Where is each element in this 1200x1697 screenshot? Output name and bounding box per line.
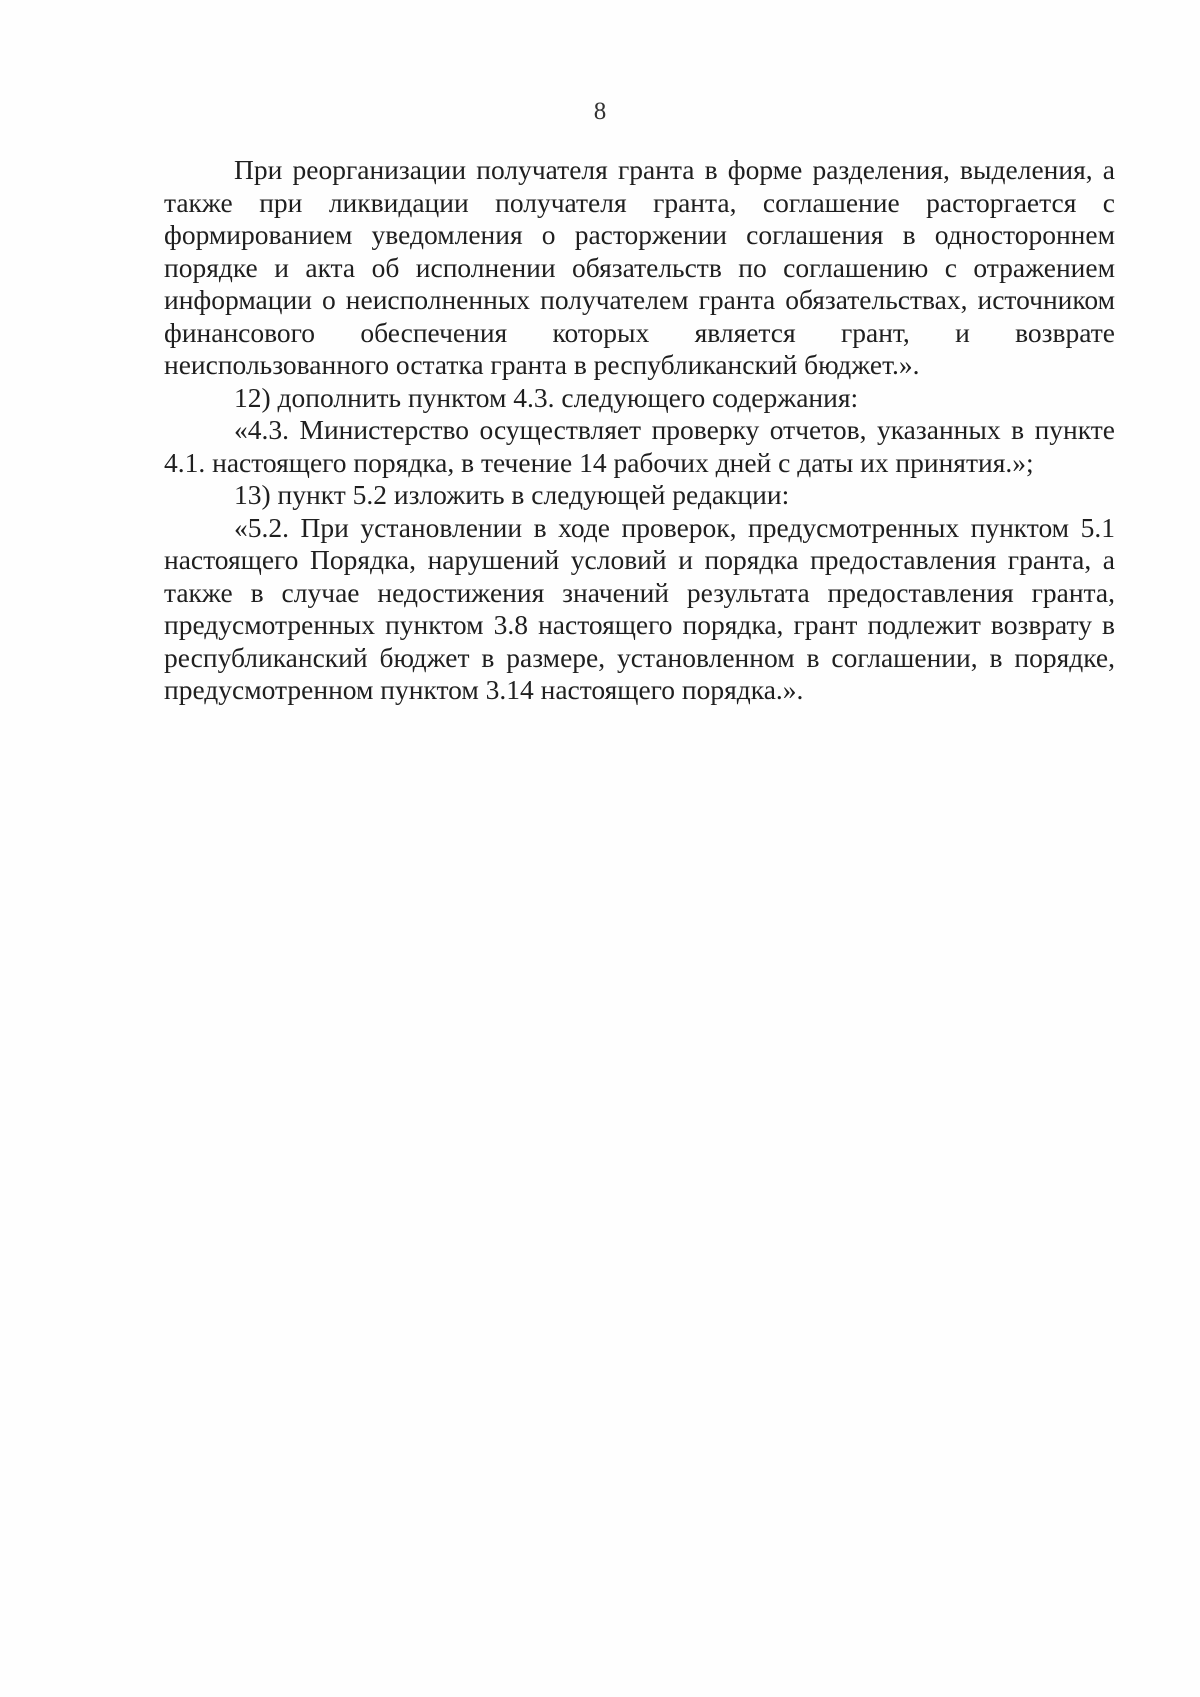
page-number: 8: [593, 98, 607, 125]
paragraph-clause-5-2: «5.2. При установлении в ходе проверок, предусмотренных пунктом 5.1 настоящего Порядка, нарушений условий и порядка предоставления гранта, а также в случае недостижения значений результата предоставления гранта, предусмотренных пунктом 3.8 настоящего порядка, грант подлежит возврату в республиканский бюджет в размере, установленном в соглашении, в порядке, предусмотренном пунктом 3.14 настоящего порядка.».: [164, 511, 1115, 705]
paragraph-item-13: 13) пункт 5.2 изложить в следующей редакции:: [234, 479, 790, 510]
paragraph-clause-4-3: «4.3. Министерство осуществляет проверку отчетов, указанных в пункте 4.1. настоящего порядка, в течение 14 рабочих дней с даты их принятия.»;: [164, 414, 1115, 478]
paragraph-item-12: 12) дополнить пунктом 4.3. следующего содержания:: [234, 381, 859, 413]
document-body: [164, 154, 1115, 707]
paragraph-reorganization: При реорганизации получателя гранта в форме разделения, выделения, а также при ликвидации получателя гранта, соглашение расторгается с формированием уведомления о расторжении соглашения в одностороннем порядке и акта об исполнении обязательств по соглашению с отражением информации о неисполненных получателем гранта обязательствах, источником финансового обеспечения которых является грант, и возврате неиспользованного остатка гранта в республиканский бюджет.».: [164, 154, 1115, 380]
